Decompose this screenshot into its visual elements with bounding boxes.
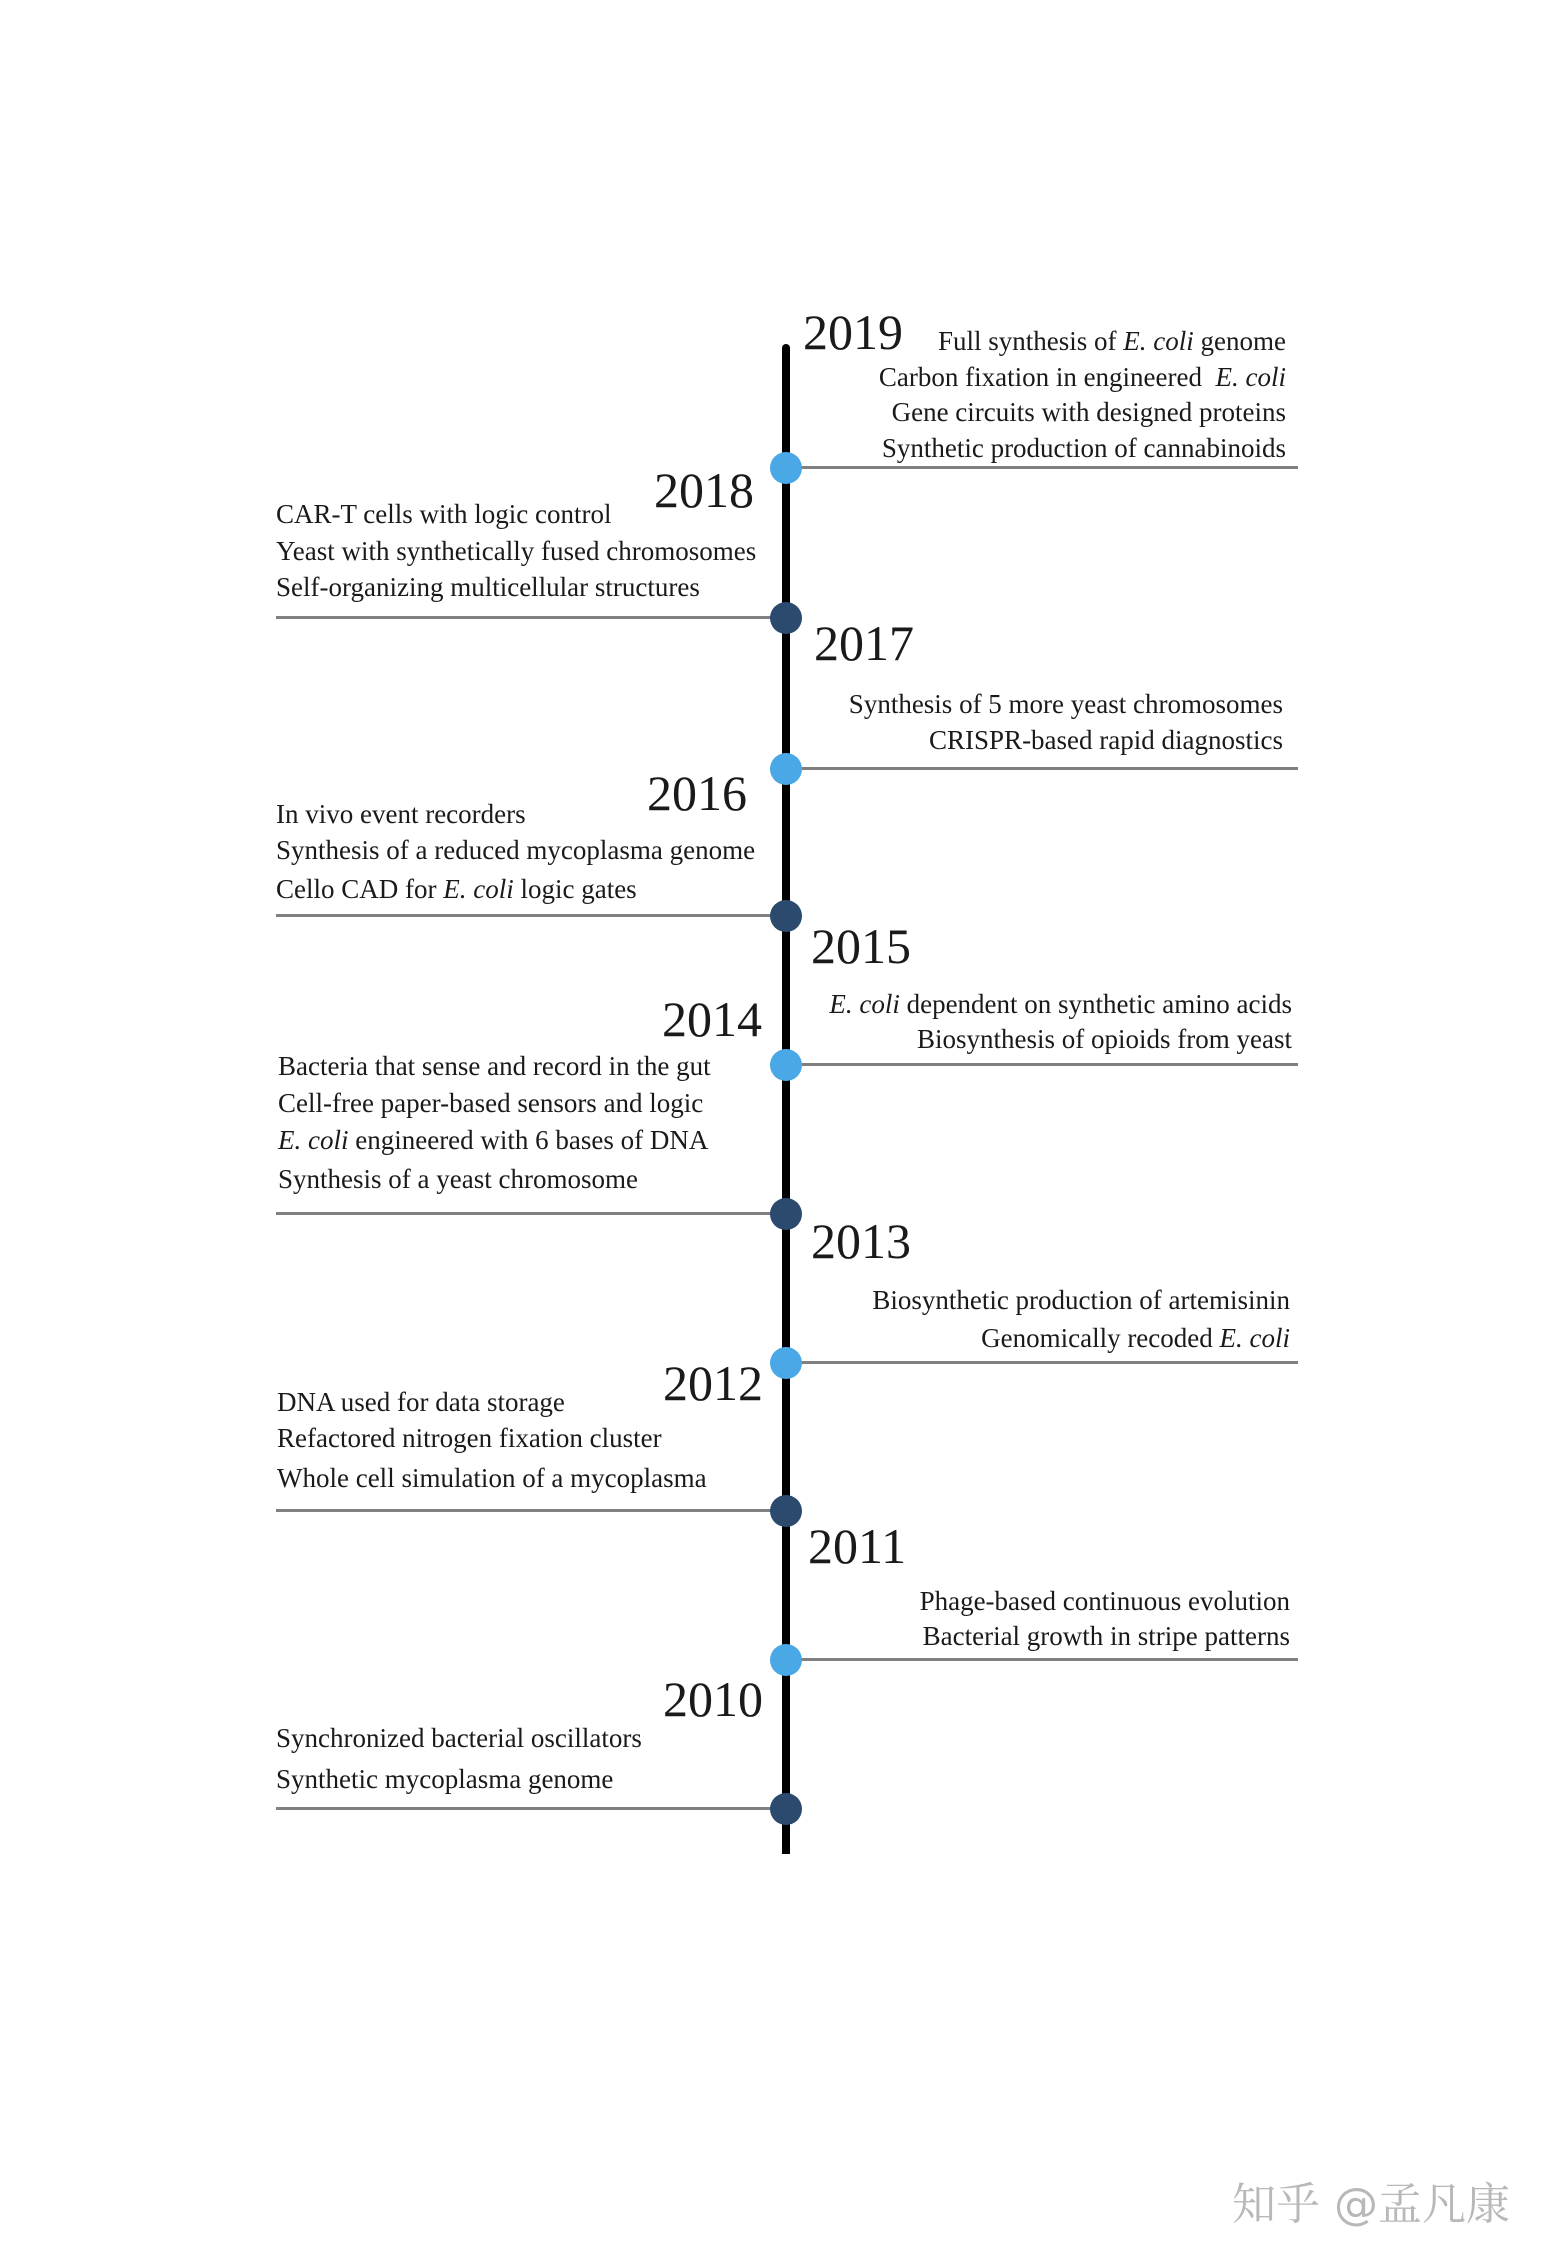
timeline-dot-2011	[770, 1644, 802, 1676]
timeline-axis	[782, 344, 790, 1854]
timeline-dot-2015	[770, 1049, 802, 1081]
event-item: Self-organizing multicellular structures	[276, 572, 700, 602]
year-label-2016: 2016	[647, 765, 747, 821]
event-item: DNA used for data storage	[277, 1387, 565, 1417]
divider-2016	[276, 914, 786, 917]
divider-2019	[786, 466, 1298, 469]
timeline-dot-2018	[770, 602, 802, 634]
event-item: Bacteria that sense and record in the gut	[278, 1051, 711, 1081]
event-item: E. coli engineered with 6 bases of DNA	[278, 1125, 709, 1155]
event-item: Synchronized bacterial oscillators	[276, 1723, 642, 1753]
timeline-dot-2016	[770, 900, 802, 932]
event-item: Bacterial growth in stripe patterns	[922, 1621, 1290, 1651]
timeline-dot-2019	[770, 452, 802, 484]
event-item: CAR-T cells with logic control	[276, 499, 612, 529]
event-item: Synthetic mycoplasma genome	[276, 1764, 614, 1794]
watermark: 知乎 @孟凡康	[1232, 2179, 1510, 2230]
event-item: Synthesis of a yeast chromosome	[278, 1164, 638, 1194]
timeline-dot-2013	[770, 1347, 802, 1379]
year-label-2018: 2018	[654, 462, 754, 518]
year-label-2013: 2013	[811, 1213, 911, 1269]
event-item: Yeast with synthetically fused chromosomes	[276, 536, 757, 566]
event-item: Genomically recoded E. coli	[981, 1323, 1290, 1353]
event-item: Cell-free paper-based sensors and logic	[278, 1088, 704, 1118]
year-label-2012: 2012	[663, 1355, 763, 1411]
event-item: Cello CAD for E. coli logic gates	[276, 874, 637, 904]
year-label-2010: 2010	[663, 1671, 763, 1727]
event-item: In vivo event recorders	[276, 799, 526, 829]
year-label-2019: 2019	[803, 304, 903, 360]
year-label-2017: 2017	[814, 615, 914, 671]
divider-2017	[786, 767, 1298, 770]
timeline-dot-2014	[770, 1198, 802, 1230]
timeline-dot-2012	[770, 1495, 802, 1527]
event-item: Synthesis of a reduced mycoplasma genome	[276, 835, 756, 865]
divider-2018	[276, 616, 786, 619]
divider-2010	[276, 1807, 786, 1810]
event-item: Phage-based continuous evolution	[919, 1586, 1290, 1616]
divider-2011	[786, 1658, 1298, 1661]
event-item: Gene circuits with designed proteins	[891, 397, 1286, 427]
divider-2013	[786, 1361, 1298, 1364]
event-item: E. coli dependent on synthetic amino acids	[829, 989, 1292, 1019]
event-item: Full synthesis of E. coli genome	[938, 326, 1286, 356]
divider-2012	[276, 1509, 786, 1512]
event-item: Carbon fixation in engineered E. coli	[878, 362, 1286, 392]
timeline-dot-2017	[770, 753, 802, 785]
event-item: Refactored nitrogen fixation cluster	[277, 1423, 662, 1453]
event-item: CRISPR-based rapid diagnostics	[929, 725, 1283, 755]
divider-2015	[786, 1063, 1298, 1066]
timeline-dot-2010	[770, 1793, 802, 1825]
event-item: Biosynthesis of opioids from yeast	[917, 1024, 1292, 1054]
year-label-2015: 2015	[811, 918, 911, 974]
year-label-2014: 2014	[662, 991, 762, 1047]
event-item: Synthesis of 5 more yeast chromosomes	[848, 689, 1283, 719]
divider-2014	[276, 1212, 786, 1215]
event-item: Synthetic production of cannabinoids	[881, 433, 1286, 463]
year-label-2011: 2011	[808, 1518, 907, 1574]
event-item: Biosynthetic production of artemisinin	[872, 1285, 1290, 1315]
event-item: Whole cell simulation of a mycoplasma	[277, 1463, 707, 1493]
